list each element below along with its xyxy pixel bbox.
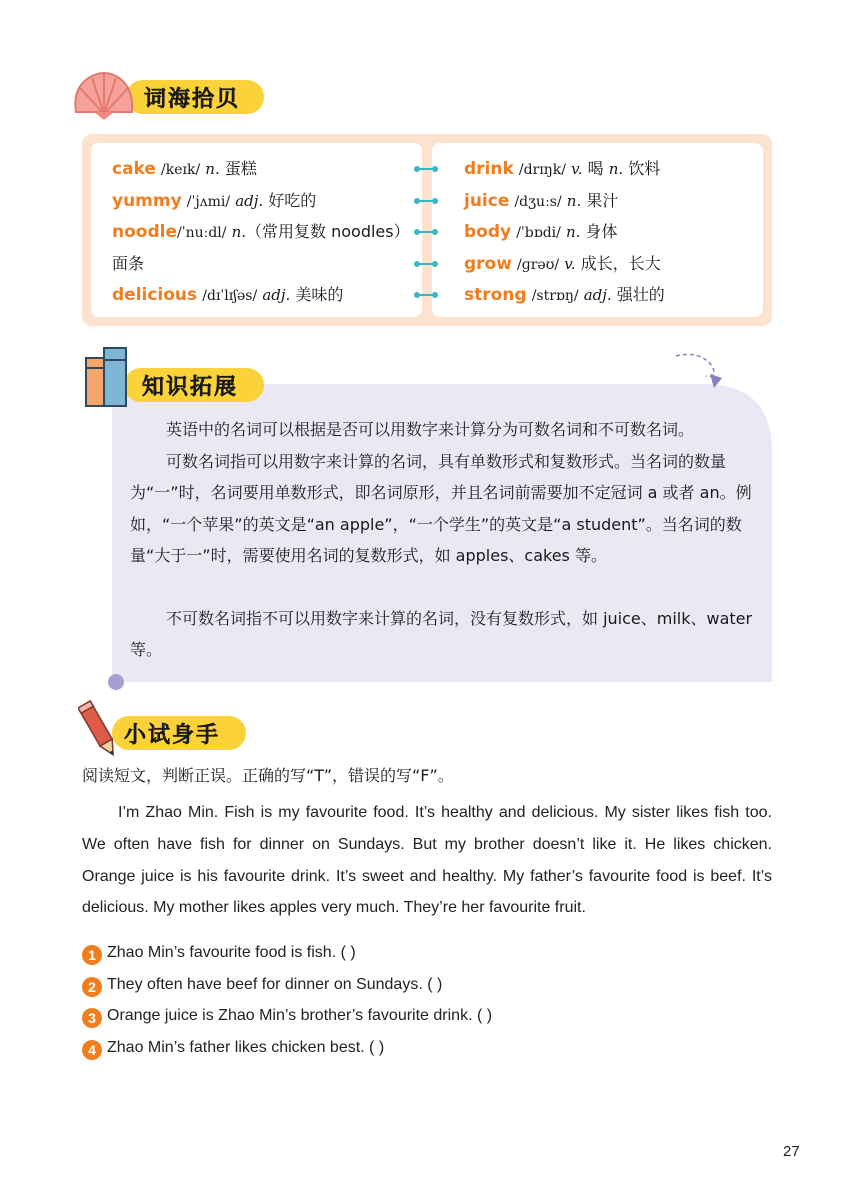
vocab-entry-juice: juice /dʒuːs/ n. 果汁 (464, 191, 619, 211)
books-icon (82, 344, 130, 408)
knowledge-section-title: 知识拓展 (142, 375, 239, 400)
vocab-entry-body: body /ˈbɒdi/ n. 身体 (464, 222, 618, 242)
vocab-entry-noodle: noodle/ˈnuːdl/ n.（常用复数 noodles） (112, 222, 410, 242)
knowledge-paragraph-1: 英语中的名词可以根据是否可以用数字来计算分为可数名词和不可数名词。 (166, 420, 695, 439)
knowledge-section-header (82, 362, 282, 406)
vocab-entry-noodle-meaning: 面条 (112, 254, 145, 273)
vocab-entry-grow: grow /ɡrəʊ/ v. 成长，长大 (464, 254, 661, 274)
vocab-entry-strong: strong /strɒŋ/ adj. 强壮的 (464, 285, 665, 305)
vocab-entry-yummy: yummy /ˈjʌmi/ adj. 好吃的 (112, 191, 317, 211)
question-number-badge: 1 (82, 945, 102, 965)
question-number-badge: 3 (82, 1008, 102, 1028)
question-text: They often have beef for dinner on Sundays. ( ) (107, 976, 443, 993)
vocab-section-title: 词海拾贝 (144, 87, 241, 112)
question-text: Orange juice is Zhao Min’s brother’s favourite drink. ( ) (107, 1007, 493, 1024)
vocab-entry-cake: cake /keɪk/ n. 蛋糕 (112, 159, 257, 179)
vocab-entry-delicious: delicious /dɪˈlɪʃəs/ adj. 美味的 (112, 285, 344, 305)
question-item (82, 1035, 384, 1061)
question-text: Zhao Min’s favourite food is fish. ( ) (107, 944, 356, 961)
practice-instruction: 阅读短文，判断正误。正确的写“T”，错误的写“F”。 (82, 766, 454, 785)
page-number: 27 (783, 1143, 800, 1160)
knowledge-paragraph-2: 可数名词指可以用数字来计算的名词，具有单数形式和复数形式。当名词的数量为“一”时，名词要用单数形式，即名词原形，并且名词前需要加不定冠词 a 或者 an。例如，“一个苹果”的英文是“an apple”，“一个学生”的英文是“a student”。当名词的数量“大于一”时，需要使用名词的复数形式，如 apples、cakes 等。 (130, 452, 752, 566)
question-number-badge: 4 (82, 1040, 102, 1060)
reading-passage: I’m Zhao Min. Fish is my favourite food. It’s healthy and delicious. My sister likes fish too. We often have fish for dinner on Sundays. But my brother doesn’t like it. He likes chicken. Orange juice is his favourite drink. It’s sweet and healthy. My father’s favourite food is beef. It’s delicious. My mother likes apples very much. They’re her favourite fruit. (82, 804, 772, 917)
practice-section-header (78, 710, 278, 754)
vocab-entry-drink: drink /drɪŋk/ v. 喝 n. 饮料 (464, 159, 661, 179)
question-item (82, 940, 356, 966)
question-text: Zhao Min’s father likes chicken best. ( ) (107, 1039, 385, 1056)
question-item (82, 972, 442, 998)
question-number-badge: 2 (82, 977, 102, 997)
practice-section-title: 小试身手 (124, 723, 221, 748)
knowledge-paragraph-3: 不可数名词指不可以用数字来计算的名词，没有复数形式，如 juice、milk、water 等。 (130, 609, 753, 660)
pencil-icon (78, 698, 122, 762)
question-item (82, 1003, 492, 1029)
